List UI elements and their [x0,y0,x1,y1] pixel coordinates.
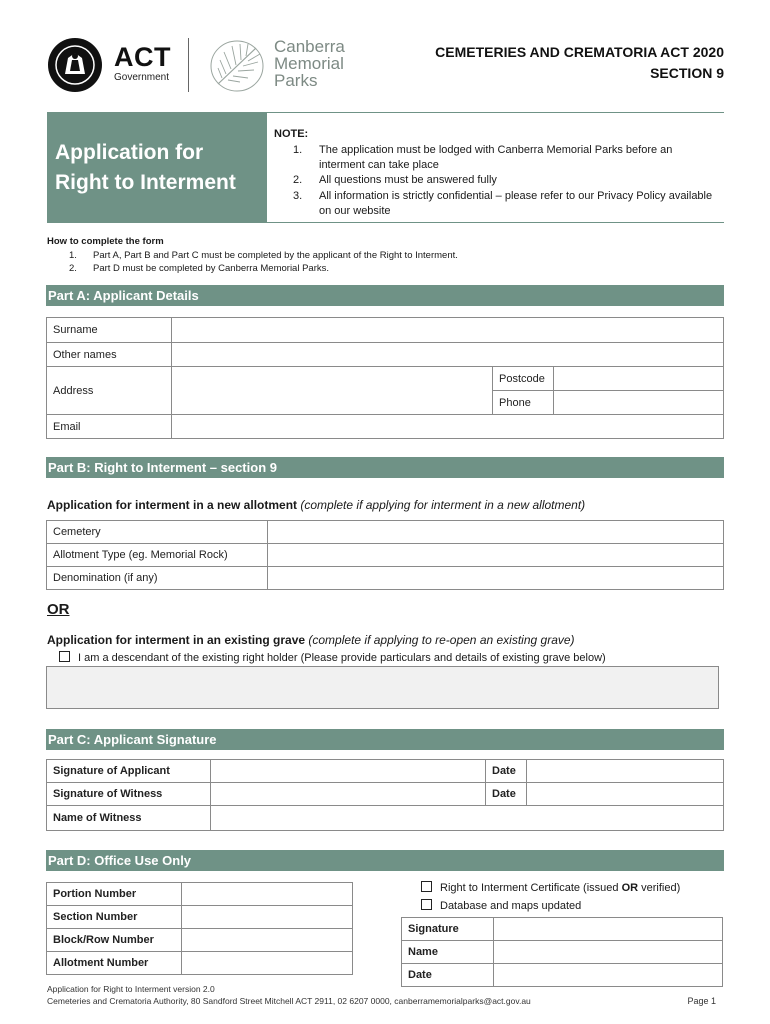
descendant-checkbox[interactable] [59,651,70,662]
section-number-label: Section Number [47,906,182,929]
note-list [293,143,713,219]
applicant-signature-label: Signature of Applicant [47,760,211,783]
office-signature-table [401,917,723,987]
footer-version: Application for Right to Interment version 2.0 [47,984,215,994]
postcode-label: Postcode [493,367,554,391]
cmp-logo-line: Memorial [274,54,344,73]
instruction-item: 1. Part A, Part B and Part C must be completed by the applicant of the Right to Interment. [69,249,458,261]
database-option [421,899,581,912]
act-title: CEMETERIES AND CREMATORIA ACT 2020 [435,44,724,60]
office-signature-field[interactable] [494,918,723,941]
applicant-date-label: Date [486,760,527,783]
existing-grave-heading: Application for interment in an existing grave (complete if applying to re-open an existing grave) [47,633,575,647]
footer [47,983,531,1007]
note-item: 2. All questions must be answered fully [293,174,497,187]
part-d-header: Part D: Office Use Only [46,850,724,871]
instruction-item: 2. Part D must be completed by Canberra Memorial Parks. [69,263,330,274]
page-number: Page 1 [687,996,716,1006]
other-names-field[interactable] [172,343,724,367]
block-row-number-field[interactable] [182,929,353,952]
surname-label: Surname [47,318,172,343]
descendant-option [59,651,606,664]
section-number-field[interactable] [182,906,353,929]
existing-grave-details-field[interactable] [46,666,719,709]
address-field[interactable] [172,367,493,415]
other-names-label: Other names [47,343,172,367]
leaf-icon [208,38,266,94]
note-border [267,112,724,113]
witness-signature-field[interactable] [211,783,486,806]
email-label: Email [47,415,172,439]
witness-name-field[interactable] [211,806,724,831]
office-signature-label: Signature [402,918,494,941]
instructions [47,235,458,276]
descendant-label: I am a descendant of the existing right holder (Please provide particulars and details of existing grave below) [78,652,606,664]
block-row-number-label: Block/Row Number [47,929,182,952]
act-wordmark: ACT [114,42,171,72]
section-title: SECTION 9 [650,65,724,81]
portion-number-label: Portion Number [47,883,182,906]
form-title-line: Application for [55,141,204,164]
applicant-date-field[interactable] [527,760,724,783]
phone-field[interactable] [554,391,724,415]
applicant-details-table [46,317,724,439]
footer-contact: Cemeteries and Crematoria Authority, 80 Sandford Street Mitchell ACT 2911, 02 6207 0000, canberramemorialparks@act.gov.au [47,996,531,1006]
part-c-header: Part C: Applicant Signature [46,729,724,750]
office-name-field[interactable] [494,941,723,964]
logo-divider [188,38,189,92]
denomination-label: Denomination (if any) [47,567,268,590]
act-government-label: Government [114,72,170,83]
allotment-number-label: Allotment Number [47,952,182,975]
cemetery-label: Cemetery [47,521,268,544]
signature-table [46,759,724,831]
form-title [47,112,267,223]
note-label: NOTE: [274,128,309,140]
certificate-checkbox[interactable] [421,881,432,892]
address-label: Address [47,367,172,415]
allotment-type-field[interactable] [268,544,724,567]
act-government-logo [48,38,172,92]
act-coat-of-arms-icon [48,38,102,92]
cmp-logo-line: Parks [274,71,318,90]
new-allotment-table [46,520,724,590]
denomination-field[interactable] [268,567,724,590]
canberra-memorial-parks-logo [274,38,345,89]
part-a-header: Part A: Applicant Details [46,285,724,306]
witness-date-label: Date [486,783,527,806]
portion-number-field[interactable] [182,883,353,906]
database-label: Database and maps updated [440,900,582,912]
allotment-type-label: Allotment Type (eg. Memorial Rock) [47,544,268,567]
witness-signature-label: Signature of Witness [47,783,211,806]
office-name-label: Name [402,941,494,964]
form-title-line: Right to Interment [55,171,236,194]
surname-field[interactable] [172,318,724,343]
witness-date-field[interactable] [527,783,724,806]
cmp-logo-line: Canberra [274,37,345,56]
note-item: 3. All information is strictly confidential – please refer to our Privacy Policy available on our website [293,189,713,217]
note-border [267,222,724,223]
instructions-heading: How to complete the form [47,236,164,247]
new-allotment-heading: Application for interment in a new allotment (complete if applying for interment in a new allotment) [47,498,586,512]
database-checkbox[interactable] [421,899,432,910]
or-separator: OR [47,601,70,618]
document-header [435,42,724,84]
postcode-field[interactable] [554,367,724,391]
office-date-label: Date [402,964,494,987]
phone-label: Phone [493,391,554,415]
applicant-signature-field[interactable] [211,760,486,783]
email-field[interactable] [172,415,724,439]
part-b-header: Part B: Right to Interment – section 9 [46,457,724,478]
certificate-option: Right to Interment Certificate (issued OR verified) [421,881,680,894]
cemetery-field[interactable] [268,521,724,544]
note-item: 1. The application must be lodged with Canberra Memorial Parks before an interment can take place [293,144,673,172]
witness-name-label: Name of Witness [47,806,211,831]
office-allotment-table [46,882,353,975]
allotment-number-field[interactable] [182,952,353,975]
